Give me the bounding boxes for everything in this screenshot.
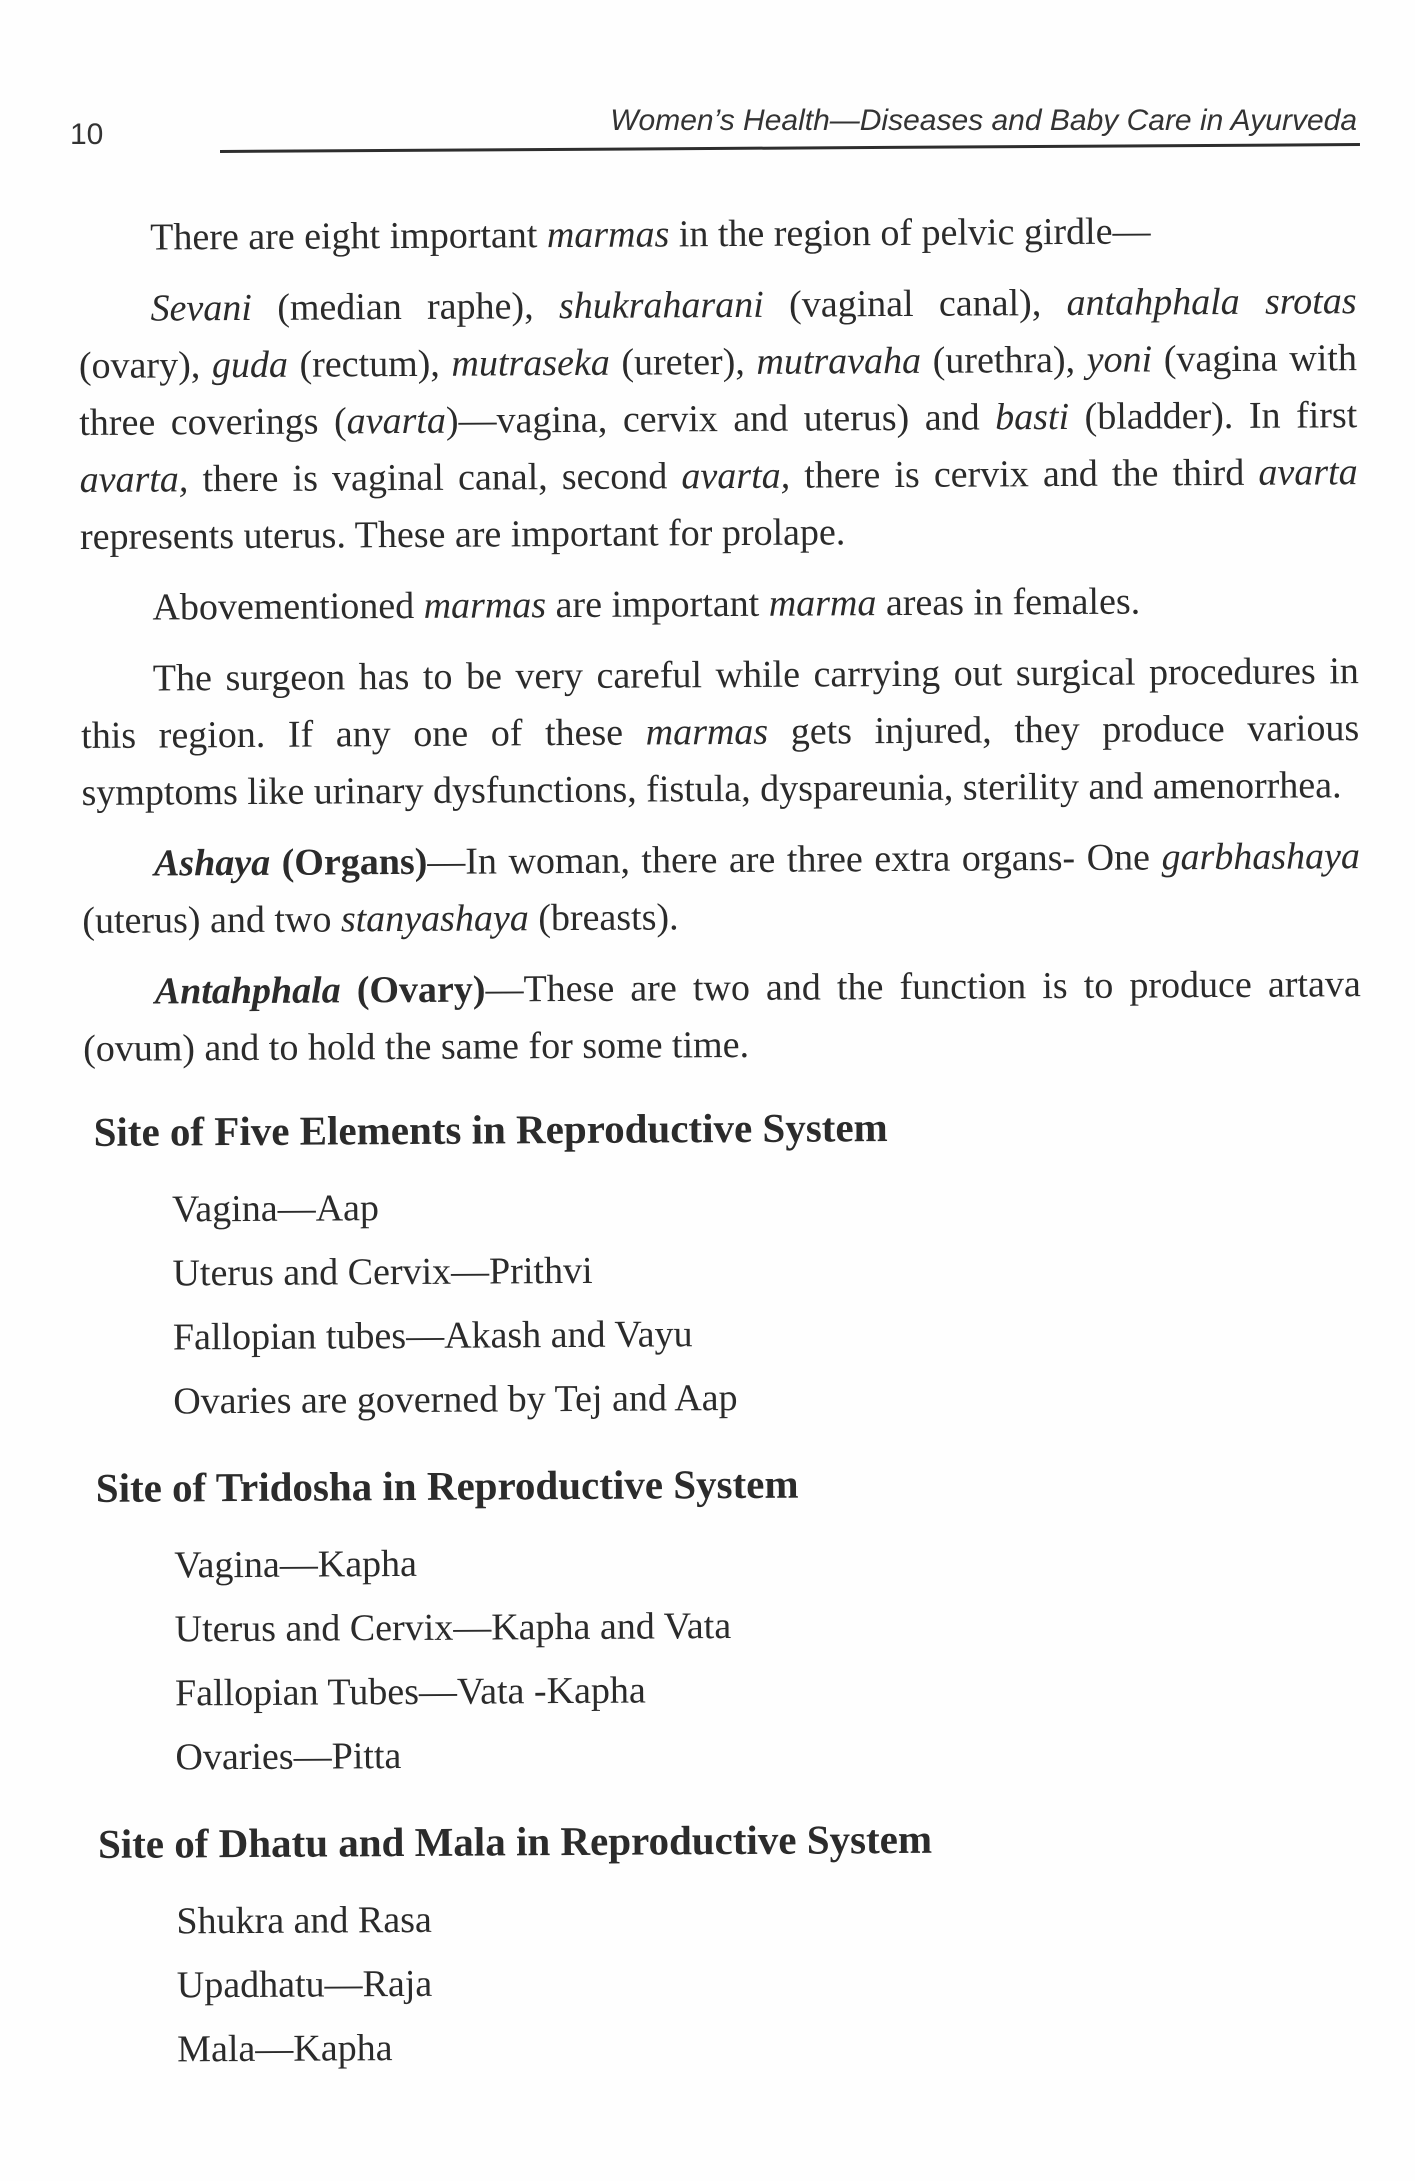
five-elements-list xyxy=(172,1170,1364,1433)
text-run: (vagina with three coverings ( xyxy=(79,337,1358,444)
text-run: (median raphe), xyxy=(251,285,560,329)
text-run: there is cervix and the third xyxy=(790,451,1259,497)
list-item: Uterus and Cervix—Kapha and Vata xyxy=(174,1605,732,1651)
text-run: )—vagina, cervix and uterus) and xyxy=(445,396,996,442)
italic-term: basti xyxy=(995,395,1070,439)
text-run: represents uterus. These are important for prolape. xyxy=(79,511,846,558)
dhatu-mala-list xyxy=(176,1882,1367,2081)
page-number: 10 xyxy=(70,118,104,151)
text-run: gets injured, they produce various symptoms like urinary dysfunctions, fistula, dyspareunia, sterility and amenorrhea. xyxy=(81,707,1360,814)
italic-term: antahphala srotas xyxy=(1066,280,1357,324)
text-run: (ovary), xyxy=(78,344,213,387)
text-run: are important xyxy=(545,582,769,627)
list-item: Fallopian Tubes—Vata -Kapha xyxy=(174,1669,646,1715)
text-run: (vaginal canal), xyxy=(763,281,1067,326)
italic-term: avarta xyxy=(1258,451,1358,494)
italic-term: marmas xyxy=(423,584,547,627)
italic-term: marmas xyxy=(546,213,670,257)
italic-term: marmas xyxy=(645,710,769,754)
text-run: Abovementioned xyxy=(152,584,424,629)
list-item: Shukra and Rasa xyxy=(176,1898,432,1943)
text-run: (bladder). In first xyxy=(1068,394,1358,438)
text-run: (ureter), xyxy=(609,340,757,384)
italic-term: avarta, xyxy=(681,454,791,498)
text-run: —These are two and the function is to produce artava (ovum) and to hold the same for some time. xyxy=(82,963,1361,1070)
list-item: Upadhatu—Raja xyxy=(176,1962,433,2007)
italic-term: yoni xyxy=(1086,338,1153,381)
text-run: —In woman, there are three extra organs- One xyxy=(427,836,1162,883)
italic-term: avarta, xyxy=(79,458,189,501)
italic-term: mutravaha xyxy=(756,339,922,383)
text-run: (urethra), xyxy=(920,338,1087,382)
paragraph-antahphala xyxy=(83,956,1362,1078)
text-run: in the region of pelvic girdle— xyxy=(669,210,1151,256)
italic-term: stanyashaya xyxy=(340,897,529,941)
section-heading-tridosha: Site of Tridosha in Reproductive System xyxy=(95,1460,799,1511)
paragraph-ashaya xyxy=(82,828,1361,950)
header-rule xyxy=(220,143,1360,153)
section-heading-dhatu-mala: Site of Dhatu and Mala in Reproductive System xyxy=(97,1815,933,1867)
tridosha-list xyxy=(174,1526,1366,1789)
running-head-title: Women’s Health—Diseases and Baby Care in Ayurveda xyxy=(610,104,1357,137)
section-heading-five-elements: Site of Five Elements in Reproductive System xyxy=(93,1104,888,1155)
text-run: (rectum), xyxy=(287,342,452,386)
italic-term: shukraharani xyxy=(558,283,764,328)
page-body xyxy=(78,202,1367,2092)
italic-term: mutraseka xyxy=(451,341,610,385)
italic-term: avarta xyxy=(346,399,447,443)
text-run: (breasts). xyxy=(528,896,679,940)
list-item: Ovaries are governed by Tej and Aap xyxy=(173,1376,738,1423)
italic-term: garbhashaya xyxy=(1161,835,1361,879)
list-item: Uterus and Cervix—Prithvi xyxy=(172,1249,593,1295)
paragraph-marmas-intro xyxy=(78,202,1356,267)
italic-term: Sevani xyxy=(150,286,253,330)
paragraph-marmas-list xyxy=(78,273,1358,566)
bold-term: (Ovary) xyxy=(340,968,486,1012)
list-item: Vagina—Kapha xyxy=(174,1542,418,1587)
text-run: there is vaginal canal, second xyxy=(188,455,682,501)
paragraph-surgeon-caution xyxy=(81,643,1360,822)
text-run: areas in females. xyxy=(876,580,1141,625)
italic-term: marma xyxy=(768,582,877,625)
text-run: The surgeon has to be very careful while carrying out surgical procedures in this region. If any one of these xyxy=(81,650,1359,757)
list-item: Vagina—Aap xyxy=(171,1187,380,1231)
list-item: Mala—Kapha xyxy=(177,2027,393,2071)
list-item: Ovaries—Pitta xyxy=(175,1735,402,1779)
bold-italic-term: Ashaya xyxy=(153,841,271,885)
bold-italic-term: Antahphala xyxy=(154,969,341,1013)
bold-term: (Organs) xyxy=(270,840,428,884)
list-item: Fallopian tubes—Akash and Vayu xyxy=(172,1313,693,1359)
text-run: There are eight important xyxy=(150,214,548,259)
paragraph-marma-areas xyxy=(80,572,1358,637)
italic-term: guda xyxy=(211,343,289,387)
text-run: (uterus) and two xyxy=(82,898,342,942)
